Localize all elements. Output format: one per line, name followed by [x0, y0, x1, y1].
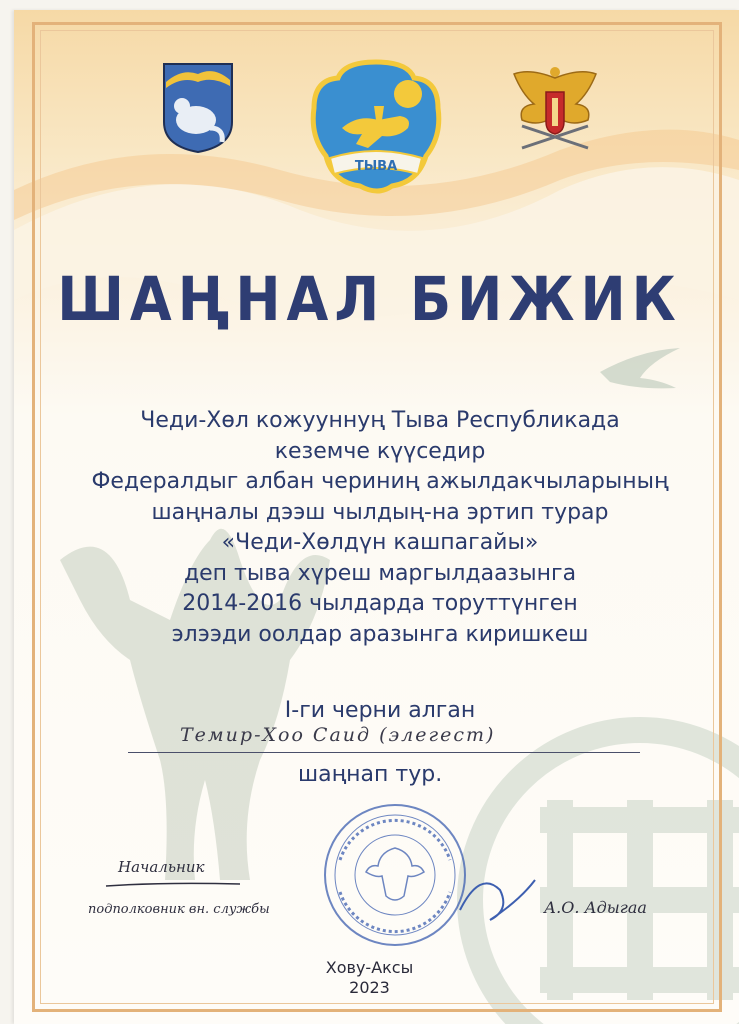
body-line: шаңналы дээш чылдың-на эртип турар — [151, 499, 609, 525]
body-line: кеземче күүседир — [274, 438, 486, 464]
year: 2023 — [349, 978, 390, 997]
body-line: элээди оолдар аразынга киришкеш — [171, 621, 589, 647]
city: Хову-Аксы — [325, 958, 414, 977]
city-and-year — [0, 958, 739, 998]
district-coat-of-arms-icon — [162, 62, 234, 154]
emblem-label: ТЫВА — [354, 159, 398, 174]
signature-mark — [450, 860, 540, 930]
body-line: 2014-2016 чылдарда торуттүнген — [182, 591, 578, 616]
signer-name-handwritten: А.О. Адыгаа — [544, 898, 647, 917]
signer-role-underline — [104, 880, 244, 890]
certificate-body — [60, 406, 700, 650]
signer-rank-handwritten: подполковник вн. службы — [88, 902, 270, 917]
recipient-name-line — [128, 752, 640, 753]
official-stamp-icon — [320, 800, 470, 950]
body-line: деп тыва хүреш маргылдаазынга — [183, 560, 577, 586]
penitentiary-service-emblem-icon — [510, 64, 600, 152]
honored-text: шаңнап тур. — [298, 762, 443, 787]
body-line: Федералдыг албан чериниң ажылдакчыларының — [91, 469, 669, 494]
tuva-emblem-icon — [308, 58, 444, 198]
recipient-name-handwritten: Темир-Хоо Саид (элегест) — [180, 724, 496, 746]
body-line: «Чеди-Хөлдүн кашпагайы» — [221, 530, 539, 555]
signer-role-handwritten: Начальник — [118, 858, 205, 876]
place-text: I-ги черни алган — [284, 698, 476, 723]
certificate-title: ШАҢНАЛ БИЖИК — [57, 264, 682, 335]
body-line: Чеди-Хөл кожууннуң Тыва Республикада — [140, 408, 620, 433]
